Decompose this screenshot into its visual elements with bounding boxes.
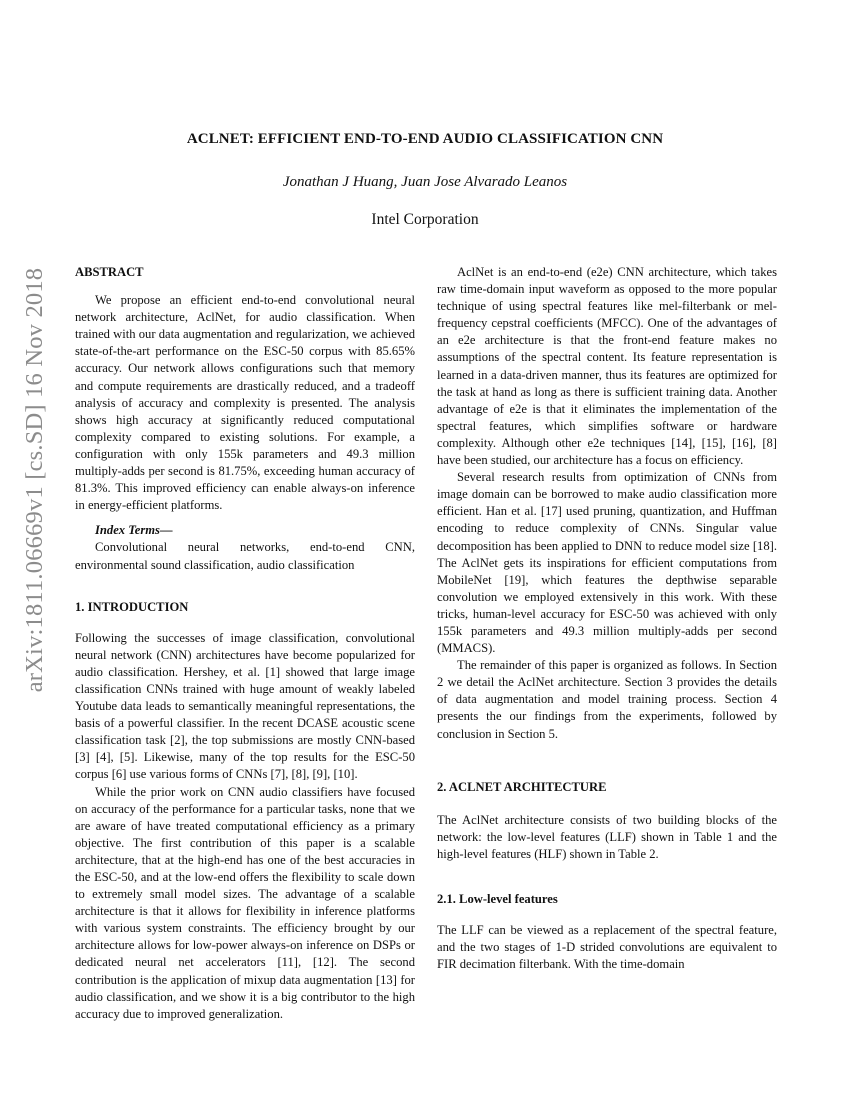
arch-heading: 2. ACLNET ARCHITECTURE	[437, 779, 607, 794]
index-terms-text: Convolutional neural networks, end-to-end CNN, environmental sound classification, audio classification	[75, 540, 415, 572]
left-column	[75, 264, 415, 1023]
paper-authors: Jonathan J Huang, Juan Jose Alvarado Leanos	[282, 174, 568, 190]
arch-paragraph-1: The AclNet architecture consists of two building blocks of the network: the low-level features (LLF) shown in Table 1 and the high-level features (HLF) shown in Table 2.	[437, 812, 777, 861]
arxiv-stamp	[10, 267, 60, 693]
index-terms-label: Index Terms—	[95, 523, 173, 538]
intro-paragraph-4: Several research results from optimization of CNNs from image domain can be borrowed to make audio classification more efficient. Han et al. [17] used pruning, quantization, and Huffman encoding to reduce complexity of CNNs. Singular value decomposition has been applied to DNN to reduce model size [18]. The AclNet gets its inspirations for efficient computations from MobileNet [19], which features the depthwise separable convolution we employed extensively in this work. With these tricks, human-level accuracy for ESC-50 was achieved with only 155k parameters and 49.3 million multiply-adds per second (MMACS).	[437, 470, 777, 656]
right-column	[437, 264, 777, 973]
llf-heading: 2.1. Low-level features	[437, 892, 558, 906]
intro-paragraph-3: AclNet is an end-to-end (e2e) CNN architecture, which takes raw time-domain input waveform as opposed to the more popular technique of using spectral features like mel-filterbank or mel-frequency cepstral coefficients (MFCC). One of the advantages of an e2e architecture is that the front-end feature makes no assumptions of the spectral content. Its feature representation is learned in a data-driven manner, thus its features are optimized for the task at hand as long as there is sufficient training data. Another advantage of e2e is that it eliminates the implementation of the spectral features, which simplifies software or hardware complexity. Although other e2e techniques [14], [15], [16], [8] have been studied, our architecture has a focus on efficiency.	[437, 265, 777, 468]
index-terms	[75, 522, 415, 539]
llf-paragraph-1: The LLF can be viewed as a replacement of the spectral feature, and the two stages of 1-D strided convolutions are equivalent to FIR decimation filterbank. With the time-domain	[437, 923, 777, 972]
intro-paragraph-1: Following the successes of image classification, convolutional neural network (CNN) architectures have become popularized for audio classification. Hershey, et al. [1] showed that large image classification CNNs trained with huge amount of weakly labeled Youtube data leads to semantically meaningful representations, the basis of a powerful classifier. In the recent DCASE acoustic scene classification task [2], the top submissions are mostly CNN-based [3] [4], [5]. Likewise, many of the top results for the ESC-50 corpus [6] use various forms of CNNs [7], [8], [9], [10].	[75, 630, 415, 782]
intro-heading: 1. INTRODUCTION	[75, 599, 189, 614]
abstract-heading: ABSTRACT	[75, 265, 144, 279]
abstract-text: We propose an efficient end-to-end convolutional neural network architecture, AclNet, for audio classification. When trained with our data augmentation and regularization, we achieved state-of-the-art performance on the ESC-50 corpus with 85.65% accuracy. Our network allows configurations such that memory and compute requirements are drastically reduced, and a tradeoff analysis of accuracy and complexity is presented. The analysis shows high accuracy at significantly reduced computational complexity compared to existing solutions. For example, a configuration with only 155k parameters and 49.3 million multiply-adds per second is 81.75%, exceeding human accuracy of 81.3%. This improved efficiency can enable always-on inference in energy-efficient platforms.	[75, 293, 415, 513]
intro-paragraph-5: The remainder of this paper is organized as follows. In Section 2 we detail the AclNet architecture. Section 3 provides the details of data augmentation and model training process. Section 4 presents the our findings from the experiments, followed by conclusion in Section 5.	[437, 658, 777, 741]
paper-title: ACLNET: EFFICIENT END-TO-END AUDIO CLASSIFICATION CNN	[186, 131, 664, 147]
intro-paragraph-2: While the prior work on CNN audio classifiers have focused on accuracy of the performance for a particular tasks, none that we are aware of have treated computational efficiency as a primary objective. The first contribution of this paper is a scalable architecture, that at the high-end has one of the best accuracies in the ESC-50, and at the low-end offers the flexibility to scale down to extremely small model sizes. The advantage of a scalable architecture is that it allows for flexibility in inference platforms with various system constraints. The efficiency brought by our architecture allows for low-power always-on inference on DSPs or dedicated neural net accelerators [11], [12]. The second contribution is the application of mixup data augmentation [13] for audio classification, and we show it is a big contributor to the high accuracy due to improved generalization.	[75, 784, 415, 1021]
arxiv-identifier: arXiv:1811.06669v1 [cs.SD] 16 Nov 2018	[21, 267, 48, 693]
paper-affiliation: Intel Corporation	[371, 211, 479, 228]
